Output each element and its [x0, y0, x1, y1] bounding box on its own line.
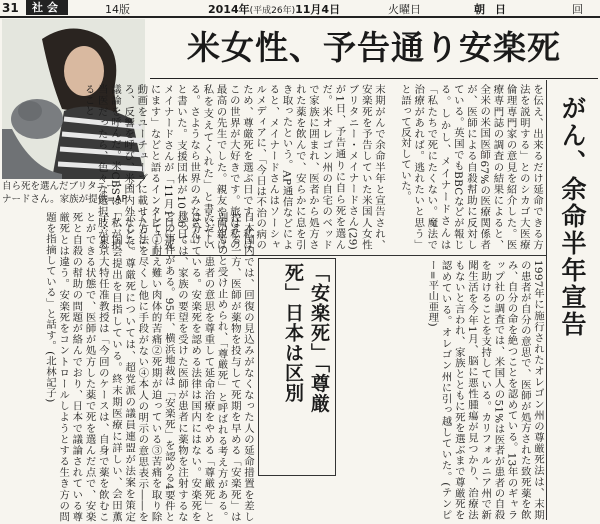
photo-caption: 自ら死を選んだブリタニー・メイナードさん。家族が提供=AP [2, 181, 144, 205]
date-era: (平成26年) [249, 6, 296, 16]
date-monthday: 11月4日 [295, 3, 341, 16]
headline-banner [150, 18, 598, 79]
page-number: 31 [2, 1, 19, 15]
sidebar-heading-line2: 死」日本は区別 [282, 263, 304, 403]
sidebar-article-body: 日本国内では、回復の見込みがなくなった人の延命措置を差し控える一方、医師が薬物を投与して死期を早める「安楽死」は別のものと受け止められ、「尊厳死」と呼ばれる考え方がある。ただし、患者の意思を尊重して延命治療をやめる「尊厳死」とは分けている。安楽死を認める法律は国内にはない。安楽死を巡っては、家族の要望を受けた医師が患者に薬物を注射するなどの事件がある。95年、横浜地裁は「安楽死」を認める4要件として①耐え難い肉体的苦痛②死期が迫っている③苦痛を取り除く方法を尽くし他に手段がない④本人の明示の意思表示――を示した。尊厳死については、超党派の議員連盟が法案を策定し、国会提出を目指している。終末期医療に詳しい、会田薫子・東京大特任准教授は「今回のケースは、自身で薬を飲むことができる状態で、医師が処方した薬で死を選んだ点で、安楽死と自殺の幇助の問題が絡んでおり、日本で議論されている尊厳死とは違う。安楽死をコントロールしようとする生き方の問題を指摘している」と話す。(北林記子) [43, 212, 254, 522]
newspaper-name: 朝日 [474, 3, 516, 16]
sheet-label: 回 [572, 3, 583, 16]
date-year: 2014年 [208, 3, 250, 16]
article-body-top: 末期がんで余命半年と宣告され、安楽死を予告していた米国人女性ブリタニー・メイナードさん(29)が1日、予告通りに自ら死を選んだ。米オレゴン州の自宅のベッドで家族に囲まれ、医者から処方された薬を飲んで、安らかに息を引き取ったという。AP通信などによると、メイナードさんはソーシャルメディアに、「今日は不治の病のため、尊厳死を選ぶ日です。私はこの世界が大好きです。旅は私の最高の先生でした。親友や両親は私を支えてくれた」と書いている。さようなら世界のみなさん」と書いた。支援団体が10月6日、メイナードさんが「11月1日に死にます」などと語るインタビュー動画をユーチューブに載せたところ、反響を呼び、米国内外などで議論を呼んだ。米CBSは「私が担当医だったら、色々な選択肢があること [82, 84, 385, 250]
main-headline: 米女性、予告通り安楽死 [187, 28, 561, 67]
sidebar-heading-line1: 「安楽死」「尊厳 [308, 263, 330, 414]
column-rule [546, 80, 547, 520]
date-line [208, 1, 340, 17]
article-body-right: 1997年に施行されたオレゴン州の尊厳死法は、末期の患者が自分の意思で、医師が処方された致死薬を飲み、自分の命を絶つことを認めている。13年のギャラップ社の調査では、米国人の51%は医者が患者の自殺を助けることを支持している。カリフォルニア州で新聞生活を今年1月、脳に悪性腫瘍が見つかり、治療法もないと言われ、家族とともに死を選ぶまで尊厳死を認めている。オレゴン州に引っ越していた。(テンピー=平山亜理) [426, 260, 544, 520]
weekday: 火曜日 [388, 3, 421, 16]
subheadline: がん、余命半年宣告 [558, 95, 587, 338]
article-body-mid: を伝え、出来るだけ延命できる方法を説明する」とのシカゴ大医療倫理専門家の意見を紹介した。医療専門誌の調査の結果によると、全米の米国医師67%の医療関係者が、医師による自殺幇助に反対している。英国でもBBCなどが報じる。しかし、メイナードさんは「私たちで死にたくない。魔法で治療があれば。逃れたいと思う」と語って反対していた。 [398, 84, 543, 250]
sidebar-heading-box [258, 258, 336, 476]
masthead [0, 0, 600, 18]
section-label: 社会 [26, 0, 68, 15]
edition-label: 14版 [105, 3, 130, 16]
